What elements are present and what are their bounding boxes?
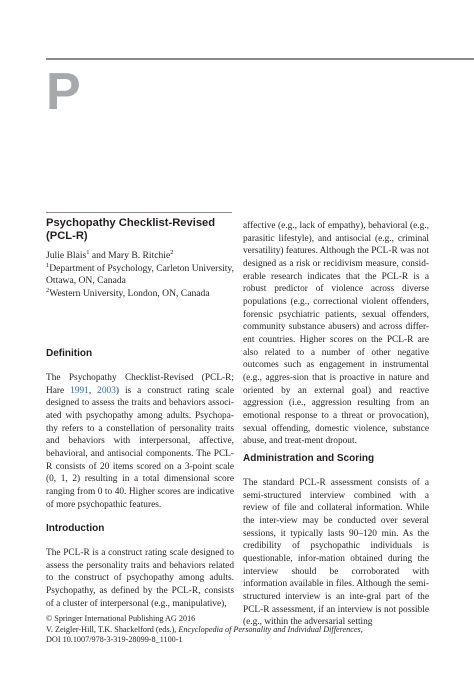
definition-paragraph: [46, 372, 234, 511]
chapter-letter: P: [46, 63, 81, 121]
footer: [46, 614, 446, 646]
author-name-1: Julie Blais: [46, 250, 87, 261]
definition-text-a: The Psychopathy Checklist-Revised (PCL-R; Hare: [46, 373, 234, 396]
affil-text-2: Western University, London, ON, Canada: [49, 288, 210, 300]
definition-text-b: ,: [88, 385, 98, 396]
affil-text-1: Department of Psychology, Carleton University, Ottawa, ON, Canada: [46, 262, 234, 287]
entry-title: Psychopathy Checklist-Revised (PCL-R): [46, 217, 216, 243]
affil-sup-1: 1: [46, 261, 50, 269]
footer-doi: DOI 10.1007/978-3-319-28099-8_1100-1: [46, 635, 183, 645]
administration-heading: Administration and Scoring: [243, 453, 375, 464]
footer-book-title: Encyclopedia of Personality and Individual Differences: [178, 624, 361, 634]
definition-text-c: ) is a construct rating scale designed to assess the traits and behaviors associ-ated with psychopathy among adults. Psychopa-thy refers to a constellation of personality traits and behaviors with interpersonal, affective, behavioral, and antisocial components. The PCL-R consists of 20 items scored on a 3-point scale (0, 1, 2) resulting in a total dimensional score ranging from 0 to 40. Higher scores are indicative of more psychopathic features.: [46, 385, 235, 510]
footer-citation: [46, 625, 446, 636]
author-name-2: and Mary B. Ritchie: [89, 250, 171, 261]
authors-block: [46, 250, 236, 301]
entry-title-rule: [46, 212, 232, 213]
affiliation-2: [46, 288, 236, 301]
introduction-paragraph: The PCL-R is a construct rating scale designed to assess the personality traits and behaviors related to the construct of psychopathy among adults. Psychopathy, as defined by the PCL-R, consists of a cluster of interpersonal (e.g., manipulative),: [46, 548, 234, 609]
citation-link-1991[interactable]: 1991: [70, 385, 89, 396]
header-rule: [46, 58, 474, 60]
author-sup-1: 1: [86, 248, 90, 256]
introduction-heading: Introduction: [46, 523, 105, 534]
right-column-continuation: affective (e.g., lack of empathy), behavioral (e.g., parasitic lifestyle), and antisocial (e.g., criminal versatility) features. Although the PCL-R was not designed as a risk or recidivism measure, consid-erable research indicates that the PCL-R is a robust predictor of violence across diverse populations (e.g., correctional violent offenders, forensic psychiatric patients, sexual offenders, community substance abusers) and across differ-ent countries. Higher scores on the PCL-R are also related to a number of other negative outcomes such as engagement in instrumental (e.g., aggres-sion that is proactive in nature and oriented by an external goal) and reactive aggression (i.e., aggression resulting from an emotional response to a threat or provocation), sexual offending, domestic violence, substance abuse, and treat-ment dropout.: [243, 221, 429, 447]
footer-copyright: © Springer International Publishing AG 2016: [46, 614, 196, 623]
author-sup-2: 2: [170, 248, 174, 256]
footer-comma: ,: [360, 624, 363, 634]
administration-paragraph: The standard PCL-R assessment consists of a semi-structured interview combined with a review of file and collateral information. While the inter-view may be conducted over several sessions, it typically lasts 90–120 min. As the credibility of psychopathic individuals is questionable, infor-mation obtained during the interview should be corroborated with information available in files. Although the semi-structured interview is an inte-gral part of the PCL-R assessment, if an interview is not possible (e.g., within the adversarial setting: [243, 478, 429, 628]
definition-heading: Definition: [46, 348, 93, 359]
affil-sup-2: 2: [46, 286, 50, 294]
footer-editors: V. Zeigler-Hill, T.K. Shackelford (eds.),: [46, 624, 179, 634]
affiliation-1: [46, 263, 236, 288]
author-line: [46, 250, 236, 263]
citation-link-2003[interactable]: 2003: [97, 385, 116, 396]
